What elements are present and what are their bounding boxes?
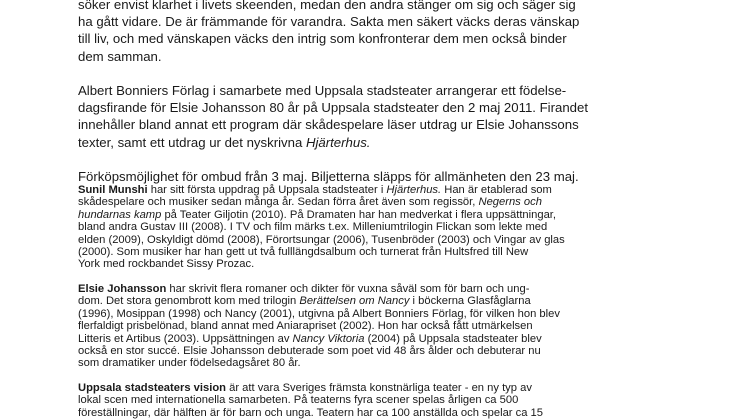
text-line bbox=[78, 134, 578, 151]
intro-paragraph-1 bbox=[78, 0, 578, 65]
bio-name: Elsie Johansson bbox=[78, 283, 167, 296]
bios-section bbox=[78, 184, 578, 419]
text-line: York med rockbandet Sissy Prozac. bbox=[78, 258, 255, 271]
text-line: föreställningar, där hälften är för barn och unga. Teatern har ca 100 anställda och spelar ca 15 bbox=[78, 406, 543, 419]
text-line: elden (2009), Oskyldigt dömd (2008), Förortsungar (2006), Tusenbröder (2003) och Vingar av glas bbox=[78, 233, 565, 246]
text-fragment: (2004) på Uppsala stadsteater blev bbox=[364, 332, 542, 345]
play-title: Negerns och bbox=[478, 196, 542, 209]
text-fragment: har sitt första uppdrag på Uppsala stadsteater i bbox=[147, 184, 387, 196]
text-fragment: skådespelare och musiker sedan många år. Sedan förra året även som regissör, bbox=[78, 196, 479, 209]
text-fragment: Litteris et Artibus (2003). Uppsättningen av bbox=[78, 332, 293, 345]
text-line: också en stor succé. Elsie Johansson debuterade som poet vid 48 års ålder och debuterar nu bbox=[78, 345, 541, 358]
text-line bbox=[78, 295, 578, 307]
text-line: söker envist klarhet i livets skeenden, medan den andra stänger om sig och säger sig bbox=[78, 0, 576, 12]
text-line bbox=[78, 184, 578, 196]
text-line: lokal scen med internationella samarbeten. På teaterns fyra scener spelas årligen ca 500 bbox=[78, 394, 519, 407]
bio-sunil-munshi bbox=[78, 184, 578, 271]
text-line: Albert Bonniers Förlag i samarbete med Uppsala stadsteater arrangerar ett födelse- bbox=[78, 83, 567, 98]
intro-paragraph-3: Förköpsmöjlighet för ombud från 3 maj. Biljetterna släpps för allmänheten den 23 maj. bbox=[78, 169, 579, 184]
text-line: ha gått vidare. De är främmande för varandra. Sakta men säkert väcks deras vänskap bbox=[78, 14, 580, 30]
text-fragment: i böckerna Glasfåglarna bbox=[409, 295, 531, 308]
text-fragment: på Teater Giljotin (2010). På Dramaten har han medverkat i flera uppsättningar, bbox=[161, 208, 557, 221]
text-fragment: har skrivit flera romaner och dikter för vuxna såväl som för barn och ung- bbox=[166, 283, 530, 296]
bio-elsie-johansson bbox=[78, 283, 578, 370]
play-title: Nancy Viktoria bbox=[292, 332, 365, 345]
play-title: Hjärterhus. bbox=[386, 184, 442, 196]
vision-heading: Uppsala stadsteaters vision bbox=[78, 382, 226, 395]
play-title: hundarnas kamp bbox=[78, 208, 162, 221]
text-line: (1996), Mosippan (1998) och Nancy (2001), utgivna på Albert Bonniers Förlag, för vilken hon blev bbox=[78, 307, 560, 320]
text-line bbox=[78, 333, 578, 345]
text-fragment: är att vara Sveriges främsta konstnärliga teater - en ny typ av bbox=[225, 382, 532, 395]
text-fragment: dom. Det stora genombrott kom med trilogin bbox=[78, 295, 300, 308]
play-title: Hjärterhus. bbox=[305, 134, 371, 150]
text-line: (2000). Som musiker har han gett ut två fulllängdsalbum och turnerat från Hultsfred till New bbox=[78, 246, 529, 259]
text-line: innehåller bland annat ett program där skådespelare läser utdrag ur Elsie Johanssons bbox=[78, 117, 579, 133]
intro-paragraph-2 bbox=[78, 82, 588, 151]
text-line: dagsfirande för Elsie Johansson 80 år på Uppsala stadsteater den 2 maj 2011. Firandet bbox=[78, 100, 588, 116]
intro-section bbox=[78, 0, 588, 202]
text-line bbox=[78, 196, 578, 208]
bio-name: Sunil Munshi bbox=[78, 184, 148, 196]
text-line bbox=[78, 283, 578, 295]
text-line: som dramatiker under födelsedagsåret 80 år. bbox=[78, 357, 301, 370]
book-title: Berättelsen om Nancy bbox=[299, 295, 410, 308]
text-line bbox=[78, 382, 578, 394]
text-fragment: Han är etablerad som bbox=[441, 184, 552, 196]
text-line: bland andra Gustav III (2008). I TV och film märks t.ex. Milleniumtrilogin Flickan som lekte med bbox=[78, 221, 548, 234]
text-line: till liv, och med vänskapen väcks den intrig som konfronterar dem men också binder bbox=[78, 31, 567, 47]
text-line bbox=[78, 209, 578, 221]
theatre-vision bbox=[78, 382, 578, 419]
text-line: flerfaldigt prisbelönad, bland annat med Aniarapriset (2002). Hon har också fått utmärkelsen bbox=[78, 320, 533, 333]
text-line: dem samman. bbox=[78, 48, 162, 64]
text-fragment: texter, samt ett utdrag ur det nyskrivna bbox=[78, 134, 306, 150]
